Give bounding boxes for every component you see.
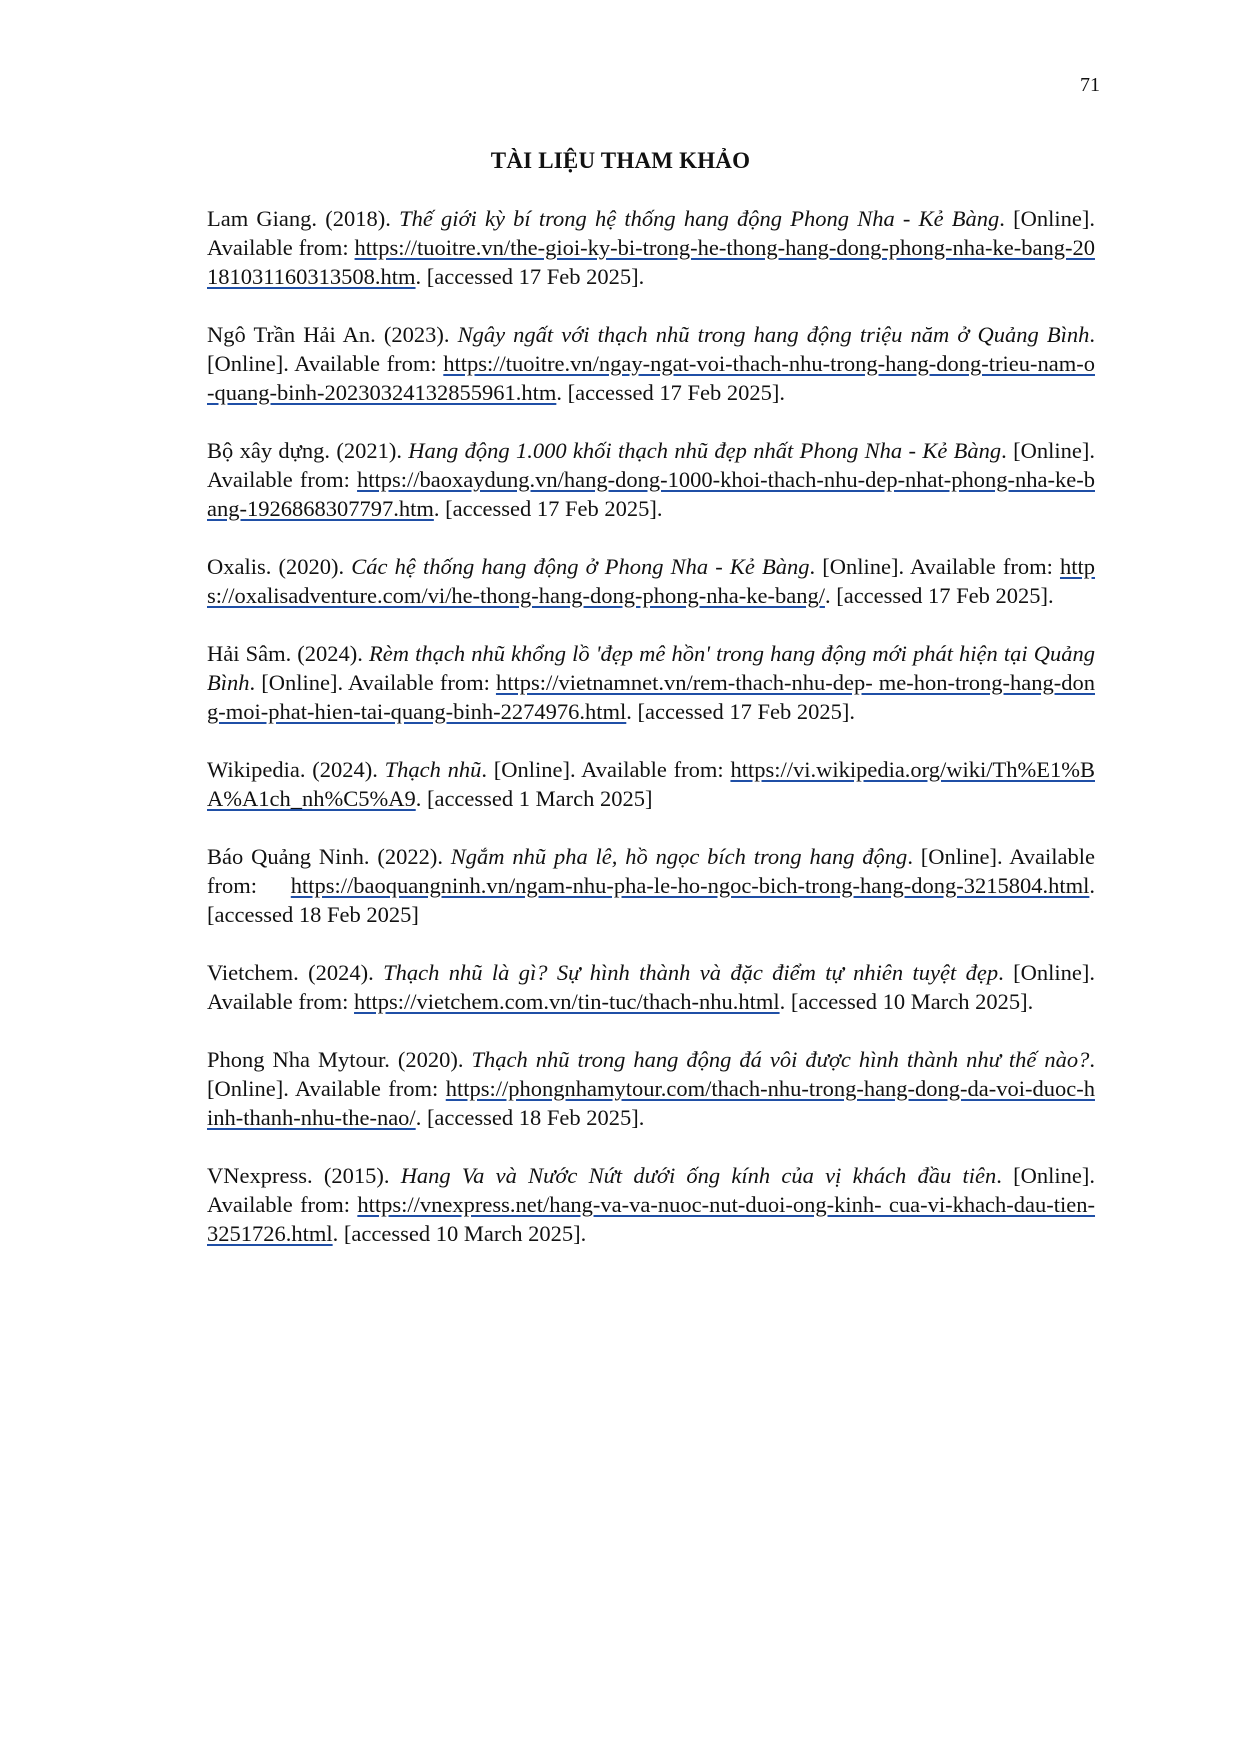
- reference-available: [Online]. Available from:: [207, 1076, 446, 1101]
- reference-accessed: . [accessed 1 March 2025]: [415, 786, 653, 811]
- reference-title: Ngây ngất với thạch nhũ trong hang động triệu năm ở Quảng Bình: [457, 322, 1090, 347]
- reference-title-end: .: [249, 670, 256, 695]
- reference-item: [207, 958, 1095, 1016]
- reference-title-end: .: [907, 844, 913, 869]
- reference-accessed: . [accessed 17 Feb 2025].: [415, 264, 645, 289]
- reference-accessed: . [accessed 18 Feb 2025].: [415, 1105, 645, 1130]
- reference-accessed: . [accessed 10 March 2025].: [332, 1221, 587, 1246]
- reference-list: [207, 204, 1095, 1277]
- reference-item: [207, 204, 1095, 291]
- reference-author-year: Vietchem. (2024).: [207, 960, 384, 985]
- reference-available: [Online]. Available from:: [207, 960, 1095, 1014]
- reference-item: [207, 552, 1095, 610]
- reference-title: Thạch nhũ trong hang động đá vôi được hình thành như thế nào?: [471, 1047, 1090, 1072]
- reference-available: [Online]. Available from:: [486, 757, 731, 782]
- reference-accessed: . [accessed 18 Feb 2025]: [207, 873, 1095, 927]
- reference-author-year: Wikipedia. (2024).: [207, 757, 385, 782]
- reference-title-end: .: [998, 960, 1004, 985]
- reference-accessed: . [accessed 17 Feb 2025].: [433, 496, 663, 521]
- reference-author-year: Ngô Trần Hải An. (2023).: [207, 322, 458, 347]
- reference-title-end: .: [809, 554, 816, 579]
- reference-accessed: . [accessed 17 Feb 2025].: [626, 699, 855, 724]
- page-title: TÀI LIỆU THAM KHẢO: [490, 148, 751, 173]
- reference-author-year: Bộ xây dựng. (2021).: [207, 438, 409, 463]
- reference-available: [Online]. Available from:: [207, 351, 444, 376]
- reference-item: [207, 1161, 1095, 1248]
- reference-title: Thế giới kỳ bí trong hệ thống hang động Phong Nha - Kẻ Bàng: [399, 206, 1000, 231]
- reference-accessed: . [accessed 10 March 2025].: [779, 989, 1034, 1014]
- reference-link[interactable]: https://oxalisadventure.com/vi/he-thong-hang-dong-phong-nha-ke-bang/: [207, 554, 1095, 608]
- page-number: 71: [1080, 74, 1100, 96]
- reference-title-end: .: [1001, 438, 1007, 463]
- reference-author-year: Phong Nha Mytour. (2020).: [207, 1047, 472, 1072]
- reference-available: [Online]. Available from:: [255, 670, 496, 695]
- reference-available: [Online]. Available from:: [207, 438, 1095, 492]
- reference-item: [207, 1045, 1095, 1132]
- reference-available: [Online]. Available from:: [815, 554, 1060, 579]
- reference-item: [207, 436, 1095, 523]
- reference-title: Hang động 1.000 khối thạch nhũ đẹp nhất Phong Nha - Kẻ Bàng: [408, 438, 1002, 463]
- reference-link[interactable]: https://baoquangninh.vn/ngam-nhu-pha-le-ho-ngoc-bich-trong-hang-dong-3215804.html: [290, 873, 1090, 898]
- reference-link[interactable]: https://vietnamnet.vn/rem-thach-nhu-dep- me-hon-trong-hang-dong-moi-phat-hien-tai-quang-binh-2274976.html: [207, 670, 1095, 724]
- reference-link[interactable]: https://vi.wikipedia.org/wiki/Th%E1%BA%A1ch_nh%C5%A9: [207, 757, 1095, 811]
- reference-author-year: Oxalis. (2020).: [207, 554, 352, 579]
- reference-link[interactable]: https://vietchem.com.vn/tin-tuc/thach-nhu.html: [354, 989, 780, 1014]
- reference-author-year: VNexpress. (2015).: [207, 1163, 401, 1188]
- reference-title-end: .: [1089, 322, 1095, 347]
- reference-link[interactable]: https://tuoitre.vn/ngay-ngat-voi-thach-nhu-trong-hang-dong-trieu-nam-o-quang-binh-20230324132855961.htm: [207, 351, 1095, 405]
- reference-title: Hang Va và Nước Nứt dưới ống kính của vị khách đầu tiên: [400, 1163, 997, 1188]
- reference-title: Các hệ thống hang động ở Phong Nha - Kẻ Bàng: [351, 554, 810, 579]
- reference-item: [207, 639, 1095, 726]
- reference-item: [207, 755, 1095, 813]
- reference-available: [Online]. Available from:: [207, 1163, 1095, 1217]
- reference-available: [Online]. Available from:: [207, 206, 1095, 260]
- reference-title: Thạch nhũ là gì? Sự hình thành và đặc điểm tự nhiên tuyệt đẹp: [383, 960, 999, 985]
- reference-author-year: Lam Giang. (2018).: [207, 206, 400, 231]
- reference-title-end: .: [996, 1163, 1002, 1188]
- reference-author-year: Báo Quảng Ninh. (2022).: [207, 844, 451, 869]
- reference-title: Ngắm nhũ pha lê, hồ ngọc bích trong hang động: [450, 844, 908, 869]
- reference-item: [207, 320, 1095, 407]
- reference-available: [Online]. Available from:: [207, 844, 1096, 898]
- reference-title-end: .: [999, 206, 1005, 231]
- reference-accessed: . [accessed 17 Feb 2025].: [824, 583, 1054, 608]
- reference-item: [207, 842, 1095, 929]
- reference-link[interactable]: https://vnexpress.net/hang-va-va-nuoc-nut-duoi-ong-kinh- cua-vi-khach-dau-tien-3251726.html: [207, 1192, 1096, 1246]
- reference-title-end: .: [481, 757, 487, 782]
- reference-title: Thạch nhũ: [384, 757, 482, 782]
- reference-title: Rèm thạch nhũ khổng lồ 'đẹp mê hồn' trong hang động mới phát hiện tại Quảng Bình: [207, 641, 1095, 695]
- reference-link[interactable]: https://baoxaydung.vn/hang-dong-1000-khoi-thach-nhu-dep-nhat-phong-nha-ke-bang-1926868307797.htm: [207, 467, 1095, 521]
- reference-link[interactable]: https://phongnhamytour.com/thach-nhu-trong-hang-dong-da-voi-duoc-hinh-thanh-nhu-the-nao/: [207, 1076, 1095, 1130]
- reference-link[interactable]: https://tuoitre.vn/the-gioi-ky-bi-trong-he-thong-hang-dong-phong-nha-ke-bang-20181031160313508.htm: [207, 235, 1095, 289]
- reference-title-end: .: [1089, 1047, 1095, 1072]
- reference-author-year: Hải Sâm. (2024).: [207, 641, 370, 666]
- reference-accessed: . [accessed 17 Feb 2025].: [556, 380, 786, 405]
